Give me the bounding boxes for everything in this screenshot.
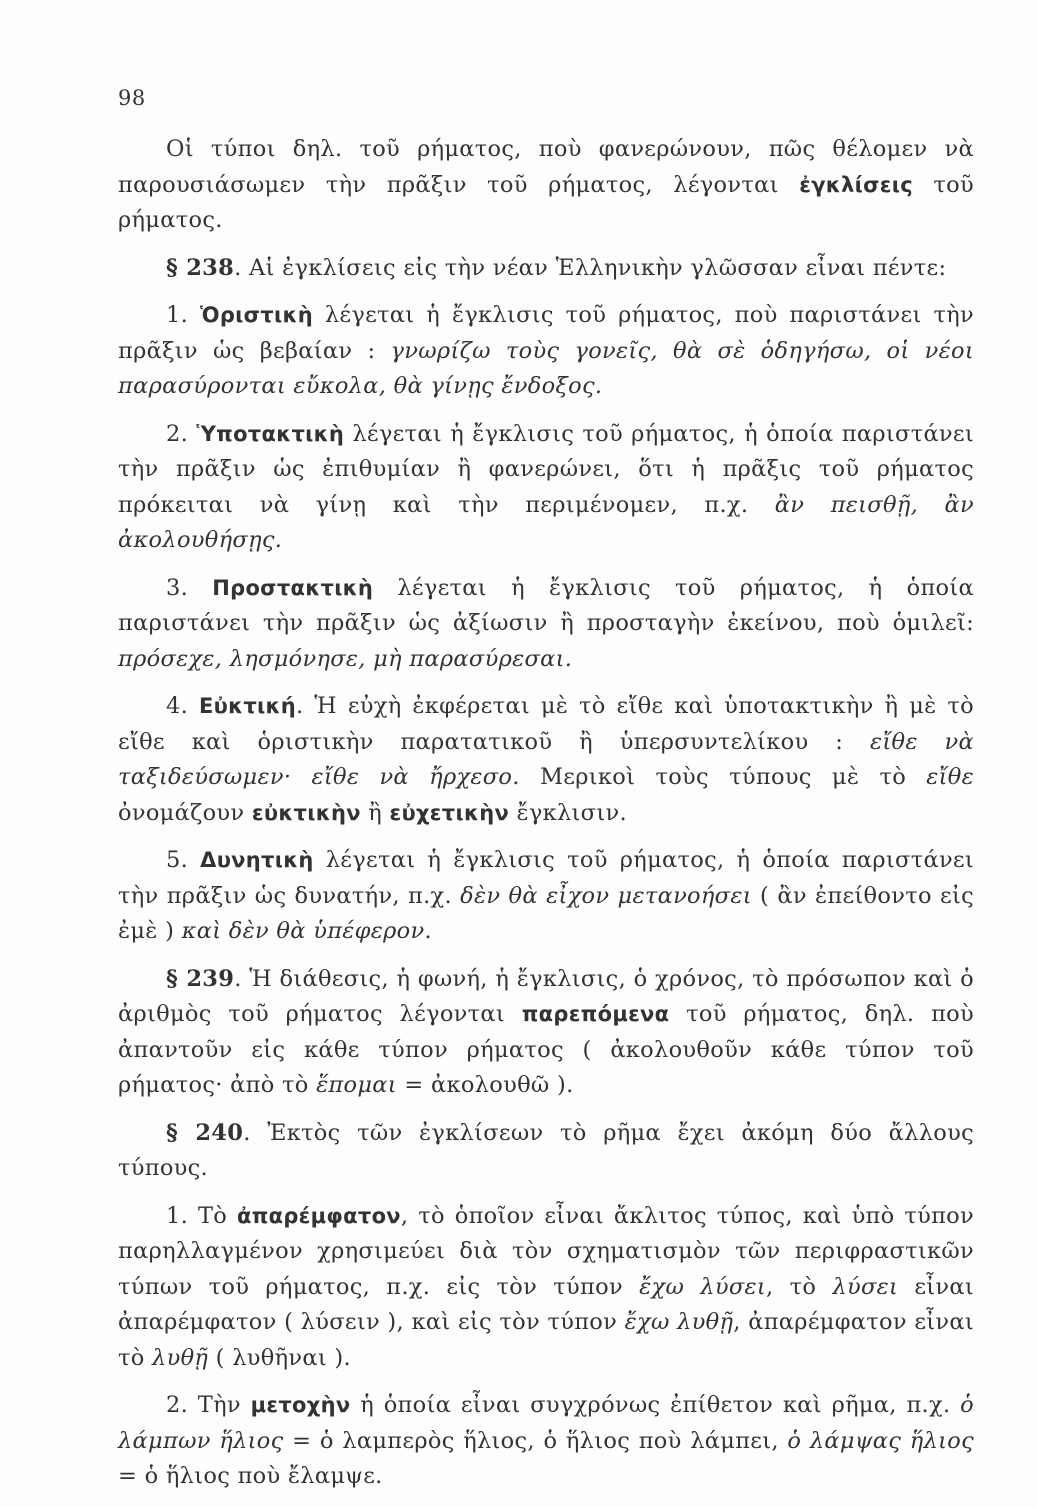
text-run: λέγεται ἡ ἔγκλισις τοῦ ρήματος, ἡ ὁποία παριστάνει τὴν πρᾶξιν ὡς ἐπιθυμίαν ἢ φανερώνει, ὅτι ἡ πρᾶξις τοῦ ρήματος πρόκειται νὰ γίνῃ καὶ τὴν περιμένομεν, π.χ. bbox=[118, 420, 974, 518]
text-run: , τὸ ὁποῖον εἶναι ἄκλιτος τύπος, καὶ ὑπὸ τύπον παρηλλαγμένον χρησιμεύει διὰ τὸν σχηματισμὸν τῶν περιφραστικῶν τύπων τοῦ ρήματος, π.χ. εἰς τὸν τύπον bbox=[118, 1202, 974, 1300]
text-run: ἔγκλισιν. bbox=[509, 799, 627, 826]
text-run: 3. bbox=[166, 574, 213, 601]
bold-term: εὐχετικὴν bbox=[389, 800, 510, 825]
paragraph-m1 bbox=[118, 298, 974, 405]
section-number: § 238 bbox=[166, 254, 235, 281]
paragraph-m3 bbox=[118, 571, 974, 678]
text-run: ἡ ὁποία εἶναι συγχρόνως ἐπίθετον καὶ ρῆμα, π.χ. bbox=[350, 1392, 961, 1418]
paragraph-s240 bbox=[118, 1116, 974, 1187]
paragraph-a2 bbox=[118, 1388, 974, 1495]
text-run: , ἀπαρέμφατον εἶναι τὸ bbox=[118, 1309, 974, 1371]
paragraph-s238 bbox=[118, 251, 974, 287]
italic-example: ἕπομαι bbox=[316, 1072, 397, 1098]
bold-term: εὐκτικὴν bbox=[251, 800, 361, 825]
bold-term: Εὐκτική bbox=[198, 694, 296, 718]
italic-example: εἴθε νὰ ταξιδεύσωμεν· εἴθε νὰ ἤρχεσο. bbox=[118, 728, 975, 790]
text-run: = ὁ λαμπερὸς ἥλιος, ὁ ἥλιος ποὺ λάμπει, bbox=[283, 1427, 788, 1454]
text-run: ( ἂν ἐπείθοντο εἰς ἐμὲ ) bbox=[118, 882, 974, 944]
text-run: Οἱ τύποι δηλ. τοῦ ρήματος, ποὺ φανερώνουν, πῶς θέλομεν νὰ παρουσιάσωμεν τὴν πρᾶξιν τοῦ ρήματος, λέγονται bbox=[118, 136, 974, 198]
bold-term: Προστακτικὴ bbox=[212, 575, 374, 600]
page-number: 98 bbox=[118, 86, 146, 110]
text-run: λέγεται ἡ ἔγκλισις τοῦ ρήματος, ἡ ὁποία παριστάνει τὴν πρᾶξιν ὡς δυνατήν, π.χ. bbox=[118, 847, 974, 909]
italic-example: ὁ λάμπων ἥλιος bbox=[118, 1392, 974, 1454]
text-run: τοῦ ρήματος. bbox=[118, 171, 974, 233]
section-number: § 240 bbox=[166, 1119, 244, 1146]
italic-example: πρόσεχε, λησμόνησε, μὴ παρασύρεσαι. bbox=[118, 645, 573, 672]
text-run: εἶναι ἀπαρέμφατον ( λύσειν ), καὶ εἰς τὸν τύπον bbox=[118, 1273, 975, 1335]
bold-term: ἀπαρέμφατον bbox=[236, 1203, 401, 1228]
paragraph-s239 bbox=[118, 962, 974, 1104]
text-run: . Ἡ εὐχὴ ἐκφέρεται μὲ τὸ εἴθε καὶ ὑποτακτικὴν ἢ μὲ τὸ εἴθε καὶ ὁριστικὴν παρατατικοῦ ἢ ὑπερσυντελίκου : bbox=[118, 693, 974, 755]
text-run: 5. bbox=[166, 847, 201, 873]
italic-example: ἂν πεισθῇ, ἂν ἀκολουθήσῃς. bbox=[118, 491, 974, 553]
paragraph-m2 bbox=[118, 417, 974, 559]
text-run: 1. Τὸ bbox=[166, 1202, 237, 1229]
bold-term: ἐγκλίσεις bbox=[799, 172, 913, 197]
text-run: ( λυθῆναι ). bbox=[208, 1344, 351, 1371]
paragraph-m4 bbox=[118, 689, 974, 831]
text-run: λέγεται ἡ ἔγκλισις τοῦ ρήματος, ἡ ὁποία παριστάνει τὴν πρᾶξιν ὡς ἀξίωσιν ἢ προσταγὴν ἐκείνου, ποὺ ὁμιλεῖ: bbox=[118, 574, 974, 636]
bold-term: Δυνητικὴ bbox=[200, 848, 314, 872]
text-run: λέγεται ἡ ἔγκλισις τοῦ ρήματος, ποὺ παριστάνει τὴν πρᾶξιν ὡς βεβαίαν : bbox=[118, 302, 974, 364]
text-run: = ἀκολουθῶ ). bbox=[396, 1072, 574, 1098]
bold-term: Ὁριστικὴ bbox=[199, 303, 313, 327]
bold-term: παρεπόμενα bbox=[521, 1002, 670, 1026]
italic-example: ἔχω λύσει bbox=[639, 1273, 766, 1300]
italic-example: καὶ δὲν θὰ ὑπέφερον. bbox=[181, 918, 432, 944]
text-run: 1. bbox=[166, 302, 200, 328]
text-run: 2. Τὴν bbox=[166, 1392, 251, 1418]
bold-term: μετοχὴν bbox=[250, 1393, 351, 1417]
paragraph-intro bbox=[118, 132, 974, 239]
italic-example: λύσει bbox=[832, 1273, 899, 1300]
text-run: . Ἡ διάθεσις, ἡ φωνή, ἡ ἔγκλισις, ὁ χρόνος, τὸ πρόσωπον καὶ ὁ ἀριθμὸς τοῦ ρήματος λέγονται bbox=[118, 965, 974, 1027]
italic-example: ὁ λάμψας ἥλιος bbox=[787, 1427, 974, 1454]
page-body bbox=[118, 132, 974, 1507]
text-run: 2. bbox=[166, 420, 197, 447]
section-number: § 239 bbox=[166, 965, 235, 992]
italic-example: δὲν θὰ εἶχον μετανοήσει bbox=[460, 882, 752, 909]
text-run: , τὸ bbox=[766, 1273, 833, 1300]
italic-example: γνωρίζω τοὺς γονεῖς, θὰ σὲ ὁδηγήσω, οἱ νέοι παρασύρονται εὔκολα, θὰ γίνῃς ἔνδοξος. bbox=[118, 337, 974, 399]
text-run: . Ἐκτὸς τῶν ἐγκλίσεων τὸ ρῆμα ἔχει ἀκόμη δύο ἄλλους τύπους. bbox=[118, 1119, 974, 1181]
text-run: τοῦ ρήματος, δηλ. ποὺ ἀπαντοῦν εἰς κάθε τύπον ρήματος ( ἀκολουθοῦν κάθε τύπον τοῦ ρήματος· ἀπὸ τὸ bbox=[118, 1001, 975, 1098]
paragraph-a1 bbox=[118, 1199, 974, 1377]
text-run: . Αἱ ἐγκλίσεις εἰς τὴν νέαν Ἑλληνικὴν γλῶσσαν εἶναι πέντε: bbox=[234, 254, 947, 281]
text-run: ὀνομάζουν bbox=[118, 799, 252, 826]
paragraph-m5 bbox=[118, 843, 974, 950]
italic-example: εἴθε bbox=[926, 764, 974, 790]
text-run: 4. bbox=[166, 693, 199, 719]
text-run: ἢ bbox=[360, 799, 390, 826]
text-run: = ὁ ἥλιος ποὺ ἔλαμψε. bbox=[118, 1463, 383, 1489]
italic-example: λυθῇ bbox=[152, 1344, 209, 1371]
bold-term: Ὑποτακτικὴ bbox=[196, 421, 345, 446]
italic-example: ἔχω λυθῇ bbox=[624, 1309, 734, 1335]
text-run: Μερικοὶ τοὺς τύπους μὲ τὸ bbox=[519, 764, 927, 790]
